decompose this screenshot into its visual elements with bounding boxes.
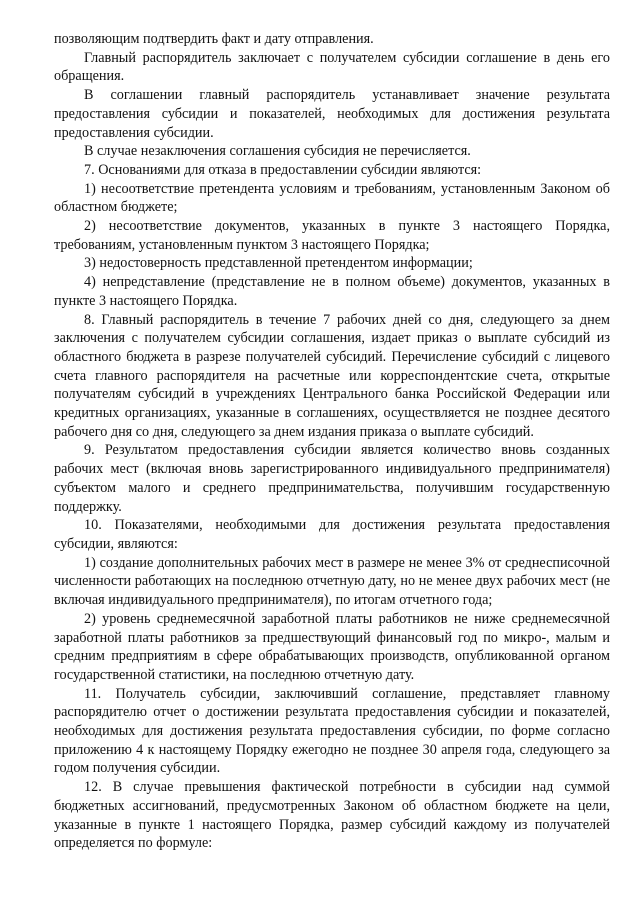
paragraph: 2) уровень среднемесячной заработной платы работников не ниже среднемесячной заработной платы работников за предшествующий финансовый год по микро-, малым и средним предприятиям в сфере обрабатывающих производств, опубликованной органом государственной статистики, на последнюю отчетную дату. — [54, 610, 610, 683]
paragraph: 9. Результатом предоставления субсидии является количество вновь созданных рабочих мест (включая вновь зарегистрированного индивидуального предпринимателя) субъектом малого и среднего предпринимательства, получившим государственную поддержку. — [54, 442, 610, 515]
paragraph: позволяющим подтвердить факт и дату отправления. — [54, 31, 374, 47]
paragraph: 3) недостоверность представленной претендентом информации; — [84, 255, 473, 272]
paragraph: 4) непредставление (представление не в полном объеме) документов, указанных в пункте 3 настоящего Порядка. — [54, 274, 610, 309]
paragraph: 12. В случае превышения фактической потребности в субсидии над суммой бюджетных ассигнований, предусмотренных Законом об областном бюджете на цели, указанные в пункте 1 настоящего Порядка, размер субсидий каждому из получателей определяется по формуле: — [54, 779, 610, 852]
paragraph: 8. Главный распорядитель в течение 7 рабочих дней со дня, следующего за днем заключения с получателем субсидии соглашения, издает приказ о выплате субсидий из областного бюджета в разрезе получателей субсидий. Перечисление субсидий с лицевого счета главного распорядителя на расчетные или корреспондентские счета, открытые получателям субсидий в учреждениях Центрального банка Российской Федерации или кредитных организациях, указанные в соглашениях, осуществляется не позднее десятого рабочего дня со дня, следующего за днем издания приказа о выплате субсидий. — [54, 311, 610, 440]
document-body — [54, 30, 610, 853]
paragraph: 1) создание дополнительных рабочих мест в размере не менее 3% от среднесписочной численности работающих на последнюю отчетную дату, но не менее двух рабочих мест (не включая индивидуального предпринимателя), по итогам отчетного года; — [54, 554, 610, 609]
paragraph: 7. Основаниями для отказа в предоставлении субсидии являются: — [84, 161, 482, 178]
paragraph: 11. Получатель субсидии, заключивший соглашение, представляет главному распорядителю отчет о достижении результата предоставления субсидии и показателей, необходимых для достижения результата предоставления субсидии, по форме согласно приложению 4 к настоящему Порядку ежегодно не позднее 30 апреля года, следующего за годом получения субсидии. — [54, 685, 610, 777]
paragraph: В случае незаключения соглашения субсидия не перечисляется. — [84, 143, 471, 160]
paragraph: В соглашении главный распорядитель устанавливает значение результата предоставления субсидии и показателей, необходимых для достижения результата предоставления субсидии. — [54, 87, 610, 141]
paragraph: Главный распорядитель заключает с получателем субсидии соглашение в день его обращения. — [54, 49, 610, 85]
paragraph: 10. Показателями, необходимыми для достижения результата предоставления субсидии, являются: — [54, 517, 610, 552]
paragraph: 1) несоответствие претендента условиям и требованиям, установленным Законом об областном бюджете; — [54, 180, 610, 216]
paragraph: 2) несоответствие документов, указанных в пункте 3 настоящего Порядка, требованиям, установленным пунктом 3 настоящего Порядка; — [54, 218, 610, 253]
